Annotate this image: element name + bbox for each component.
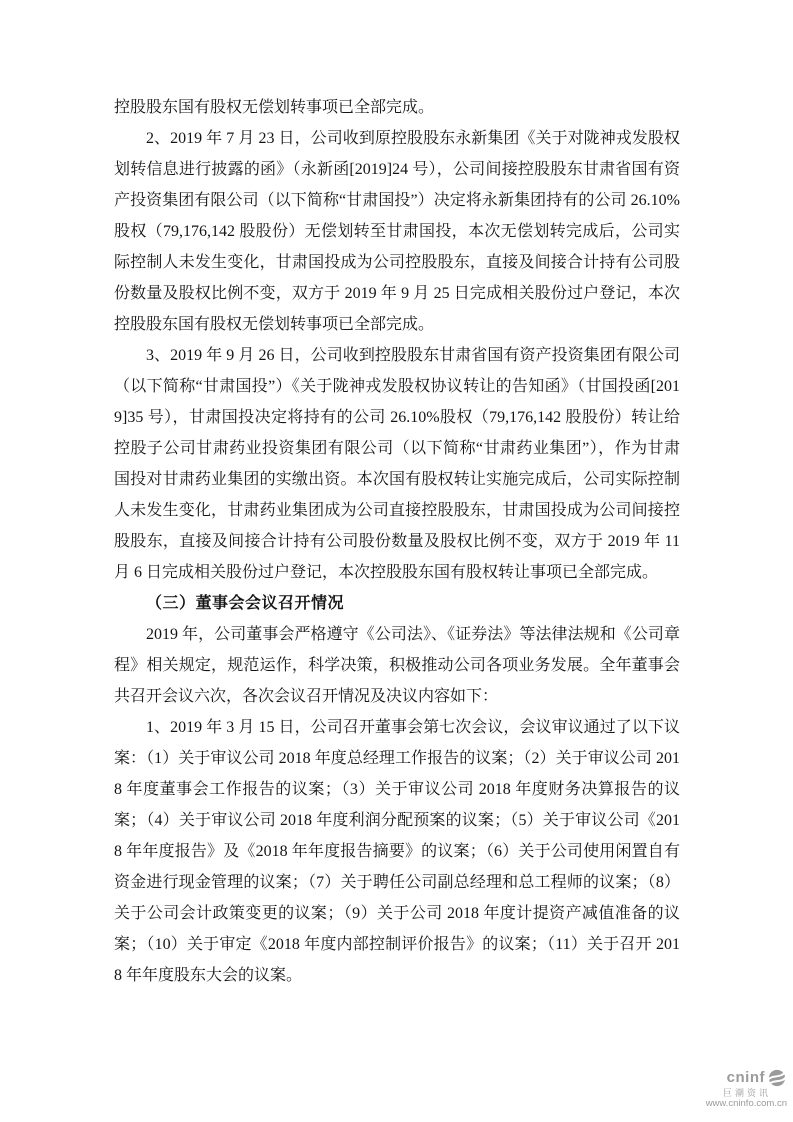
cninfo-watermark: [706, 1069, 787, 1110]
paragraph-board-governance: 2019 年，公司董事会严格遵守《公司法》、《证券法》等法律法规和《公司章程》相关规定，规范运作，科学决策，积极推动公司各项业务发展。全年董事会共召开会议六次，各次会议召开情况及决议内容如下：: [114, 626, 680, 705]
cninfo-url: www.cninfo.com.cn: [705, 1098, 787, 1110]
paragraph-continuation: 控股股东国有股权无偿划转事项已全部完成。: [114, 99, 435, 116]
paragraph-item-3-share-transfer: 3、2019 年 9 月 26 日，公司收到控股股东甘肃省国有资产投资集团有限公司（以下简称“甘肃国投”）《关于陇神戎发股权协议转让的告知函》（甘国投函[2019]35 号），甘肃国投决定将持有的公司 26.10%股权（79,176,142 股股份）转让给控股子公司甘肃药业投资集团有限公司（以下简称“甘肃药业集团”），作为甘肃国投对甘肃药业集团的实缴出资。本次国有股权转让实施完成后，公司实际控制人未发生变化，甘肃药业集团成为公司直接控股股东，甘肃国投成为公司间接控股股东，直接及间接合计持有公司股份数量及股权比例不变，双方于 2019 年 11 月 6 日完成相关股份过户登记，本次控股股东国有股权转让事项已全部完成。: [114, 347, 680, 581]
cninfo-chinese-name: 巨潮资讯: [722, 1087, 771, 1098]
cninfo-brand-row: [706, 1069, 787, 1087]
paragraph-board-meeting-1: 1、2019 年 3 月 15 日，公司召开董事会第七次会议，会议审议通过了以下议案：（1）关于审议公司 2018 年度总经理工作报告的议案；（2）关于审议公司 2018 年度董事会工作报告的议案；（3）关于审议公司 2018 年度财务决算报告的议案；（4）关于审议公司 2018 年度利润分配预案的议案；（5）关于审议公司《2018 年年度报告》及《2018 年年度报告摘要》的议案；（6）关于公司使用闲置自有资金进行现金管理的议案；（7）关于聘任公司副总经理和总工程师的议案；（8）关于公司会计政策变更的议案；（9）关于公司 2018 年度计提资产减值准备的议案；（10）关于审定《2018 年度内部控制评价报告》的议案；（11）关于召开 2018 年年度股东大会的议案。: [114, 719, 680, 984]
paragraph-item-2-share-transfer: 2、2019 年 7 月 23 日，公司收到原控股股东永新集团《关于对陇神戎发股权划转信息进行披露的函》（永新函[2019]24 号），公司间接控股股东甘肃省国有资产投资集团有限公司（以下简称“甘肃国投”）决定将永新集团持有的公司 26.10%股权（79,176,142 股股份）无偿划转至甘肃国投，本次无偿划转完成后，公司实际控制人未发生变化，甘肃国投成为公司控股股东，直接及间接合计持有公司股份数量及股权比例不变，双方于 2019 年 9 月 25 日完成相关股份过户登记，本次控股股东国有股权无偿划转事项已全部完成。: [114, 130, 680, 333]
cninfo-swirl-icon: [767, 1069, 787, 1087]
cninfo-logo-text: cninf: [726, 1069, 765, 1087]
section-heading-board-meetings: （三）董事会会议召开情况: [146, 595, 345, 612]
document-body: [114, 92, 680, 991]
